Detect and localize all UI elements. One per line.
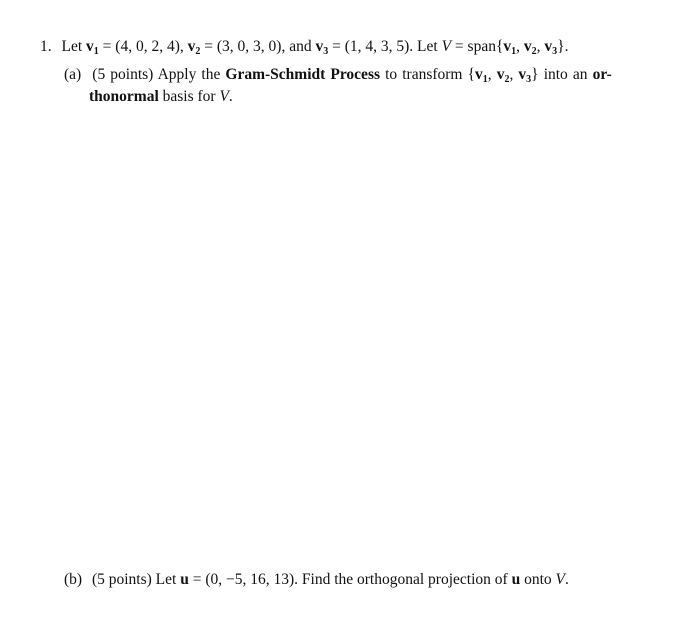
- part-b-text3: onto: [524, 571, 552, 588]
- v1-value: (4, 0, 2, 4): [115, 38, 180, 55]
- v3-value: (1, 4, 3, 5): [344, 38, 410, 55]
- gram-schmidt-term: Gram-Schmidt Process: [225, 66, 381, 83]
- problem-number: 1.: [40, 38, 52, 55]
- v2-value: (3, 0, 3, 0): [216, 38, 282, 55]
- span-v1: $v_1$: [503, 38, 517, 57]
- let-word: Let: [61, 38, 83, 55]
- v1-symbol: $v_1$: [86, 38, 99, 57]
- part-a-label: (a): [64, 66, 82, 83]
- u-symbol-2: u: [511, 571, 521, 588]
- part-a-text2: to transform: [385, 66, 463, 83]
- u-value: (0, −5, 16, 13): [205, 571, 295, 588]
- span-word: span: [467, 38, 496, 55]
- v3-symbol: $v_3$: [315, 38, 329, 57]
- set-v1: $v_1$: [475, 66, 488, 85]
- part-a-points: (5 points): [92, 66, 154, 83]
- part-a-text1: Apply the: [157, 66, 221, 83]
- part-b-text1: Let: [155, 571, 177, 588]
- span-v2: $v_2$: [523, 38, 537, 57]
- part-a-text4: basis for: [162, 88, 216, 105]
- u-symbol: u: [180, 571, 189, 588]
- problem-1-statement: 1. Let $v_1 = (4$, 0, 2, 4), $v_2 = (3$, 0, 3, 0), and $v_3 = (1$, 4, 3, 5). Let $V = span\{v_1$, $v_2$, $v_3$}.: [40, 38, 569, 57]
- set-v2: $v_2$: [496, 66, 510, 85]
- part-a-V: V: [219, 88, 229, 105]
- span-v3: $v_3$: [544, 38, 558, 57]
- part-b-text2: Find the orthogonal projection of: [301, 571, 508, 588]
- let-V-word: Let: [417, 38, 438, 55]
- part-b: (b) (5 points) Let u = (0, −5, 16, 13). Find the orthogonal projection of u onto V.: [64, 571, 569, 588]
- part-b-V: V: [555, 571, 565, 588]
- part-b-label: (b): [64, 571, 83, 588]
- part-b-points: (5 points): [91, 571, 152, 588]
- part-a-text3: into an: [543, 66, 588, 83]
- orthonormal-part2: thonormal: [89, 88, 159, 105]
- set-v3: $v_3$: [518, 66, 532, 85]
- and-word: and: [289, 38, 312, 55]
- orthonormal-part1: or-: [592, 66, 612, 83]
- v2-symbol: $v_2$: [187, 38, 201, 57]
- part-a: (a) (5 points) Apply the Gram-Schmidt Process to transform {$v_1$, $v_2$, $v_3$} into an or- thonormal basis for V.: [64, 66, 612, 105]
- subspace-V: V: [441, 38, 452, 55]
